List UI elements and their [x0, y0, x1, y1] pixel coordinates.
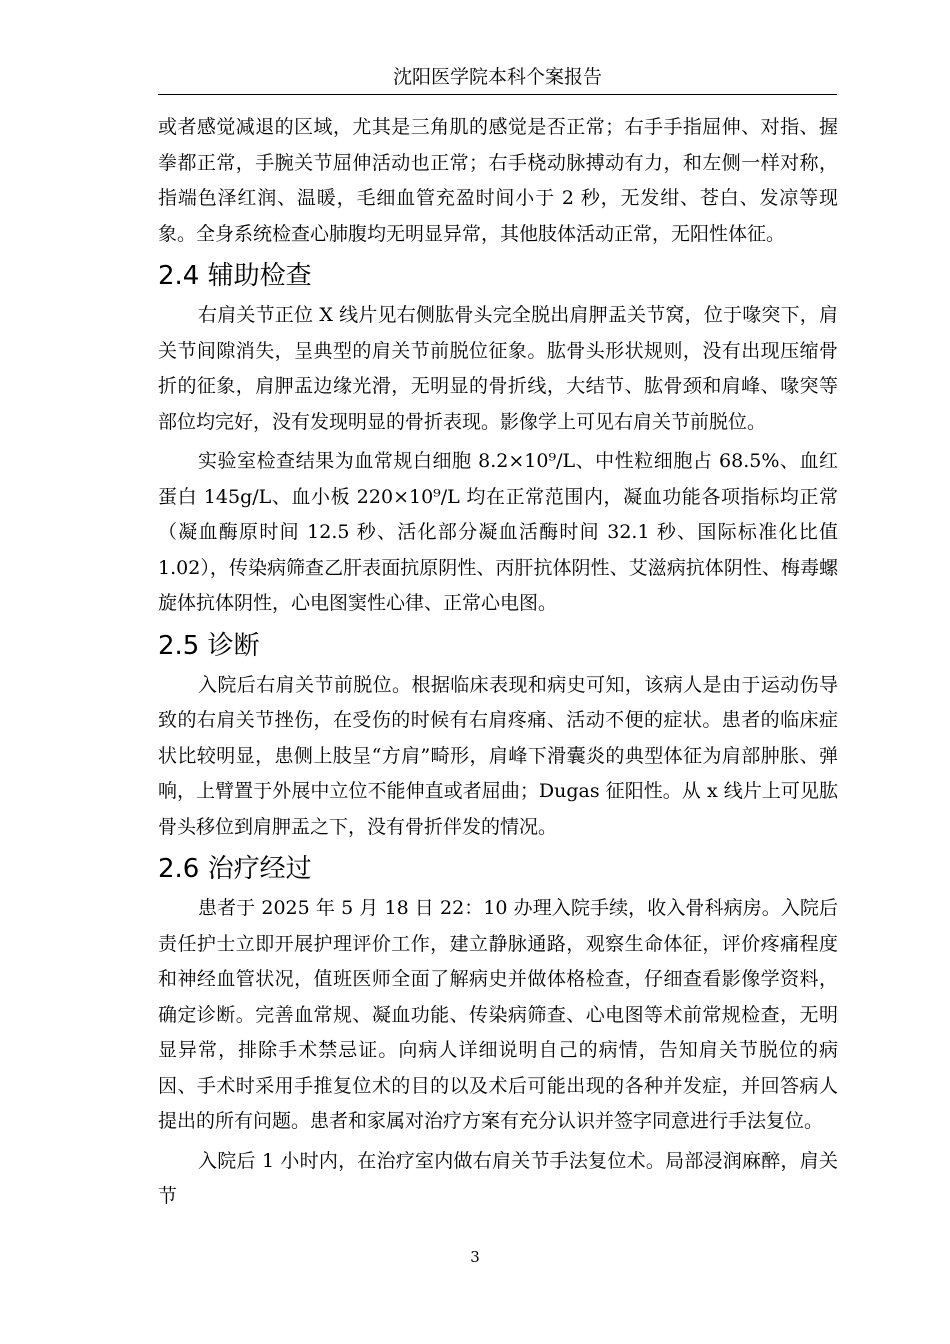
- paragraph-diagnosis: 入院后右肩关节前脱位。根据临床表现和病史可知，该病人是由于运动伤导致的右肩关节挫伤，在受伤的时候有右肩疼痛、活动不便的症状。患者的临床症状比较明显，患侧上肢呈“方肩”畸形，肩峰下滑囊炎的典型体征为肩部肿胀、弹响，上臂置于外展中立位不能伸直或者屈曲；Dugas 征阳性。从 x 线片上可见肱骨头移位到肩胛盂之下，没有骨折伴发的情况。: [158, 673, 838, 838]
- document-body: [158, 110, 838, 1215]
- header-rule: [158, 94, 837, 95]
- paragraph-lab: 实验室检查结果为血常规白细胞 8.2×10⁹/L、中性粒细胞占 68.5%、血红蛋白 145g/L、血小板 220×10⁹/L 均在正常范围内，凝血功能各项指标均正常（凝血酶原时间 12.5 秒、活化部分凝血活酶时间 32.1 秒、国际标准化比值 1.02），传染病筛查乙肝表面抗原阴性、丙肝抗体阴性、艾滋病抗体阴性、梅毒螺旋体抗体阴性，心电图窦性心律、正常心电图。: [158, 450, 838, 614]
- section-heading-2-5: 2.5 诊断: [158, 630, 260, 661]
- paragraph-exam-continued: 或者感觉减退的区域，尤其是三角肌的感觉是否正常；右手手指屈伸、对指、握拳都正常，手腕关节屈伸活动也正常；右手桡动脉搏动有力，和左侧一样对称，指端色泽红润、温暖，毛细血管充盈时间小于 2 秒，无发绀、苍白、发凉等现象。全身系统检查心肺腹均无明显异常，其他肢体活动正常，无阳性体征。: [158, 116, 838, 245]
- paragraph-reduction: 入院后 1 小时内，在治疗室内做右肩关节手法复位术。局部浸润麻醉，肩关节: [158, 1149, 838, 1207]
- section-heading-2-4: 2.4 辅助检查: [158, 261, 312, 291]
- paragraph-treatment: 患者于 2025 年 5 月 18 日 22：10 办理入院手续，收入骨科病房。入院后责任护士立即开展护理评价工作，建立静脉通路，观察生命体征，评价疼痛程度和神经血管状况，值班医师全面了解病史并做体格检查，仔细查看影像学资料，确定诊断。完善血常规、凝血功能、传染病筛查、心电图等术前常规检查，无明显异常，排除手术禁忌证。向病人详细说明自己的病情，告知肩关节脱位的病因、手术时采用手推复位术的目的以及术后可能出现的各种并发症，并回答病人提出的所有问题。患者和家属对治疗方案有充分认识并签字同意进行手法复位。: [158, 897, 838, 1132]
- section-heading-2-6: 2.6 治疗经过: [158, 854, 312, 884]
- running-header: 沈阳医学院本科个案报告: [392, 66, 602, 88]
- paragraph-xray: 右肩关节正位 X 线片见右侧肱骨头完全脱出肩胛盂关节窝，位于喙突下，肩关节间隙消失，呈典型的肩关节前脱位征象。肱骨头形状规则，没有出现压缩骨折的征象，肩胛盂边缘光滑，无明显的骨折线，大结节、肱骨颈和肩峰、喙突等部位均完好，没有发现明显的骨折表现。影像学上可见右肩关节前脱位。: [158, 304, 838, 433]
- page-number: 3: [470, 1248, 480, 1266]
